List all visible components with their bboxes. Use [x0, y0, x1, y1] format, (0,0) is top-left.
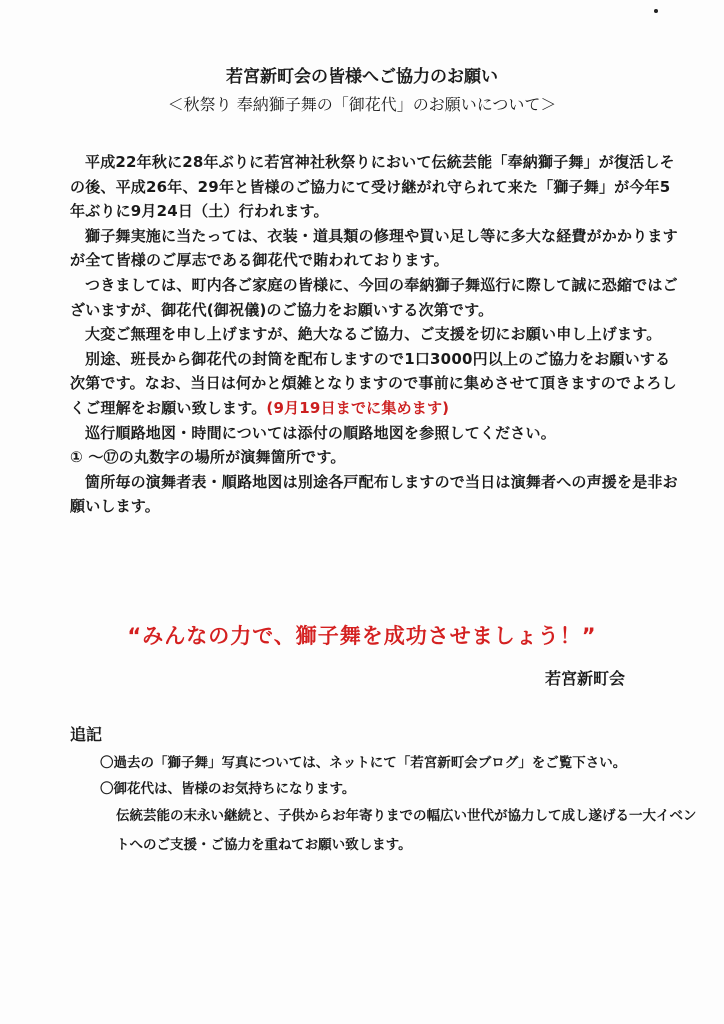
paragraph-cheering: 箇所毎の演舞者表・順路地図は別途各戸配布しますので当日は演舞者への声援を是非お願いします。 — [70, 472, 678, 516]
paragraph-request: つきましては、町内各ご家庭の皆様に、今回の奉納獅子舞巡行に際して誠に恐縮ではございますが、御花代(御祝儀)のご協力をお願いする次第です。 — [70, 275, 678, 319]
postscript-detail: 伝統芸能の末永い継続と、子供からお年寄りまでの幅広い世代が協力して成し遂げる一大イベントへのご支援・ご協力を重ねてお願い致します。 — [116, 808, 697, 853]
paragraph-envelope — [70, 347, 680, 421]
document-subtitle: ＜秋祭り 奉納獅子舞の「御花代」のお願いについて＞ — [167, 95, 557, 114]
postscript-item-blog: 〇過去の「獅子舞」写真については、ネットにて「若宮新町会ブログ」をご覧下さい。 — [100, 755, 627, 771]
paragraph-revival: 平成22年秋に28年ぶりに若宮神社秋祭りにおいて伝統芸能「奉納獅子舞」が復活しその後、平成26年、29年と皆様のご協力にて受け継がれ守られて来た「獅子舞」が今年5年ぶりに9月24日（土）行われます。 — [70, 153, 675, 221]
postscript-item-gift: 〇御花代は、皆様のお気持ちになります。 — [100, 781, 356, 797]
document-body — [70, 150, 680, 519]
paragraph-expenses: 獅子舞実施に当たっては、衣装・道具類の修理や買い足し等に多大な経費がかかりますが全て皆様のご厚志である御花代で賄われております。 — [70, 226, 678, 270]
organization-name: 若宮新町会 — [545, 669, 626, 688]
document-title: 若宮新町会の皆様へご協力のお願い — [226, 67, 498, 87]
postscript-list — [100, 750, 700, 860]
collection-deadline-note: (9月19日までに集めます) — [266, 398, 450, 417]
scan-speck — [654, 9, 658, 13]
slogan: “みんなの力で、獅子舞を成功させましょう！” — [127, 624, 597, 648]
paragraph-appeal: 大変ご無理を申し上げますが、絶大なるご協力、ご支援を切にお願い申し上げます。 — [85, 325, 662, 344]
postscript-heading: 追記 — [70, 725, 103, 744]
envelope-text: 別途、班長から御花代の封筒を配布しますので1口3000円以上のご協力をお願いする次第です。なお、当日は何かと煩雑となりますので事前に集めさせて頂きますのでよろしくご理解をお願い致します。 — [70, 349, 677, 417]
paragraph-performance-spots: ① ～⑰の丸数字の場所が演舞箇所です。 — [70, 448, 346, 467]
paragraph-route-map: 巡行順路地図・時間については添付の順路地図を参照してください。 — [85, 423, 556, 442]
